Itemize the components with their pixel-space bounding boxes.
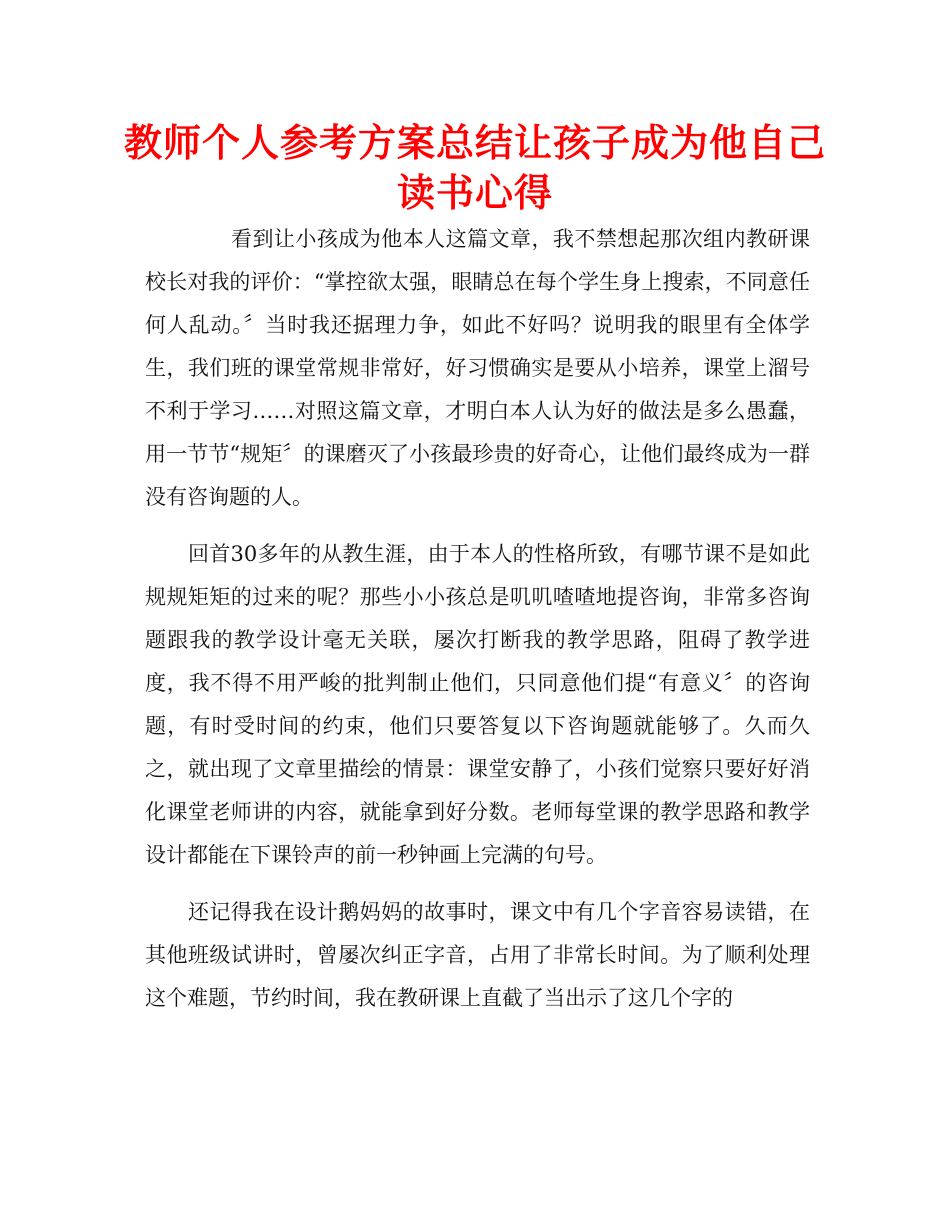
paragraph: 还记得我在设计鹅妈妈的故事时，课文中有几个字音容易读错，在其他班级试讲时，曾屡次纠正字音，占用了非常长时间。为了顺利处理这个难题，节约时间，我在教研课上直截了当出示了这几个字的	[145, 900, 810, 1010]
paragraph: 看到让小孩成为他本人这篇文章，我不禁想起那次组内教研课校长对我的评价：“掌控欲太强，眼睛总在每个学生身上搜索，不同意任何人乱动。〞当时我还据理力争，如此不好吗？说明我的眼里有全体学生，我们班的课堂常规非常好，好习惯确实是要从小培养，课堂上溜号不利于学习……对照这篇文章，才明白本人认为好的做法是多么愚蠢，用一节节“规矩〞的课磨灭了小孩最珍贵的好奇心，让他们最终成为一群没有咨询题的人。	[145, 227, 810, 509]
paragraph: 回首30多年的从教生涯，由于本人的性格所致，有哪节课不是如此规规矩矩的过来的呢？那些小小孩总是叽叽喳喳地提咨询，非常多咨询题跟我的教学设计毫无关联，屡次打断我的教学思路，阻碍了教学进度，我不得不用严峻的批判制止他们，只同意他们提“有意义〞的咨询题，有时受时间的约束，他们只要答复以下咨询题就能够了。久而久之，就出现了文章里描绘的情景：课堂安静了，小孩们觉察只要好好消化课堂老师讲的内容，就能拿到好分数。老师每堂课的教学思路和教学设计都能在下课铃声的前一秒钟画上完满的句号。	[145, 542, 810, 867]
document-title: 教师个人参考方案总结让孩子成为他自己读书心得	[123, 121, 826, 215]
document-body	[145, 218, 810, 1020]
